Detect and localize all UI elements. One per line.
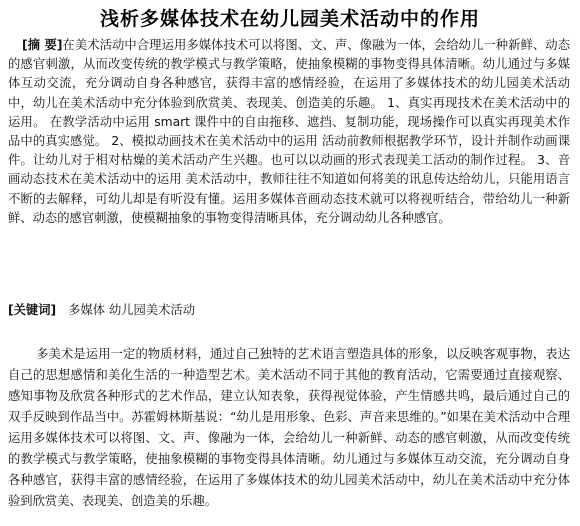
keywords-label: [关键词] (8, 303, 57, 317)
abstract-label: [摘 要] (22, 38, 63, 52)
paper-title: 浅析多媒体技术在幼儿园美术活动中的作用 (99, 8, 480, 30)
body-paragraph-text: 多美术是运用一定的物质材料，通过自己独特的艺术语言塑造具体的形象，以反映客观事物，表达自己的思想感情和美化生活的一种造型艺术。美术活动不同于其他的教育活动，它需要通过直接观察、感知事物及欣赏各种形式的艺术作品，建立认知表象，获得视觉体验，产生情感共鸣，最后通过自己的双手反映到作品当中。苏霍姆林斯基说：“幼儿是用形象、色彩、声音来思维的。”如果在美术活动中合理运用多媒体技术可以将图、文、声、像融为一体，会给幼儿一种新鲜、动态的感官刺激，从而改变传统的教学模式与教学策略，使抽象模糊的事物变得具体清晰。幼儿通过与多媒体互动交流，充分调动自身各种感官，获得丰富的感情经验，在运用了多媒体技术的幼儿园美术活动中，幼儿在美术活动中充分体验到欣赏美、表现美、创造美的乐趣。 (8, 347, 570, 508)
body-paragraph (8, 344, 570, 512)
keywords-values: 多媒体 幼儿园美术活动 (68, 303, 196, 317)
abstract-text: 在美术活动中合理运用多媒体技术可以将图、文、声、像融为一体，会给幼儿一种新鲜、动态的感官刺激，从而改变传统的教学模式与教学策略，使抽象模糊的事物变得具体清晰。幼儿通过与多媒体互动交流，充分调动自身各种感官，获得丰富的感情经验，在运用了多媒体技术的幼儿园美术活动中，幼儿在美术活动中充分体验到欣赏美、表现美、创造美的乐趣。 1、真实再现技术在美术活动中的运用。 在教学活动中运用 smart 课件中的自由拖移、遮挡、复制功能，现场操作可以真实再现美术作品中的真实感觉。 2、模拟动画技术在美术活动中的运用 活动前教师根据教学环节，设计并制作动画课件。让幼儿对于相对枯燥的美术活动产生兴趣。也可以以动画的形式表现美工活动的制作过程。 3、音画动态技术在美术活动中的运用 美术活动中，教师往往不知道如何将美的讯息传达给幼儿，只能用语言不断的去解释，可幼儿却是有听没有懂。运用多媒体音画动态技术就可以将视听结合，带给幼儿一种新鲜、动态的感官刺激，使模糊抽象的事物变得清晰具体，充分调动幼儿各种感官。 (8, 38, 570, 225)
keywords-section (8, 301, 570, 320)
abstract-section (8, 36, 570, 228)
